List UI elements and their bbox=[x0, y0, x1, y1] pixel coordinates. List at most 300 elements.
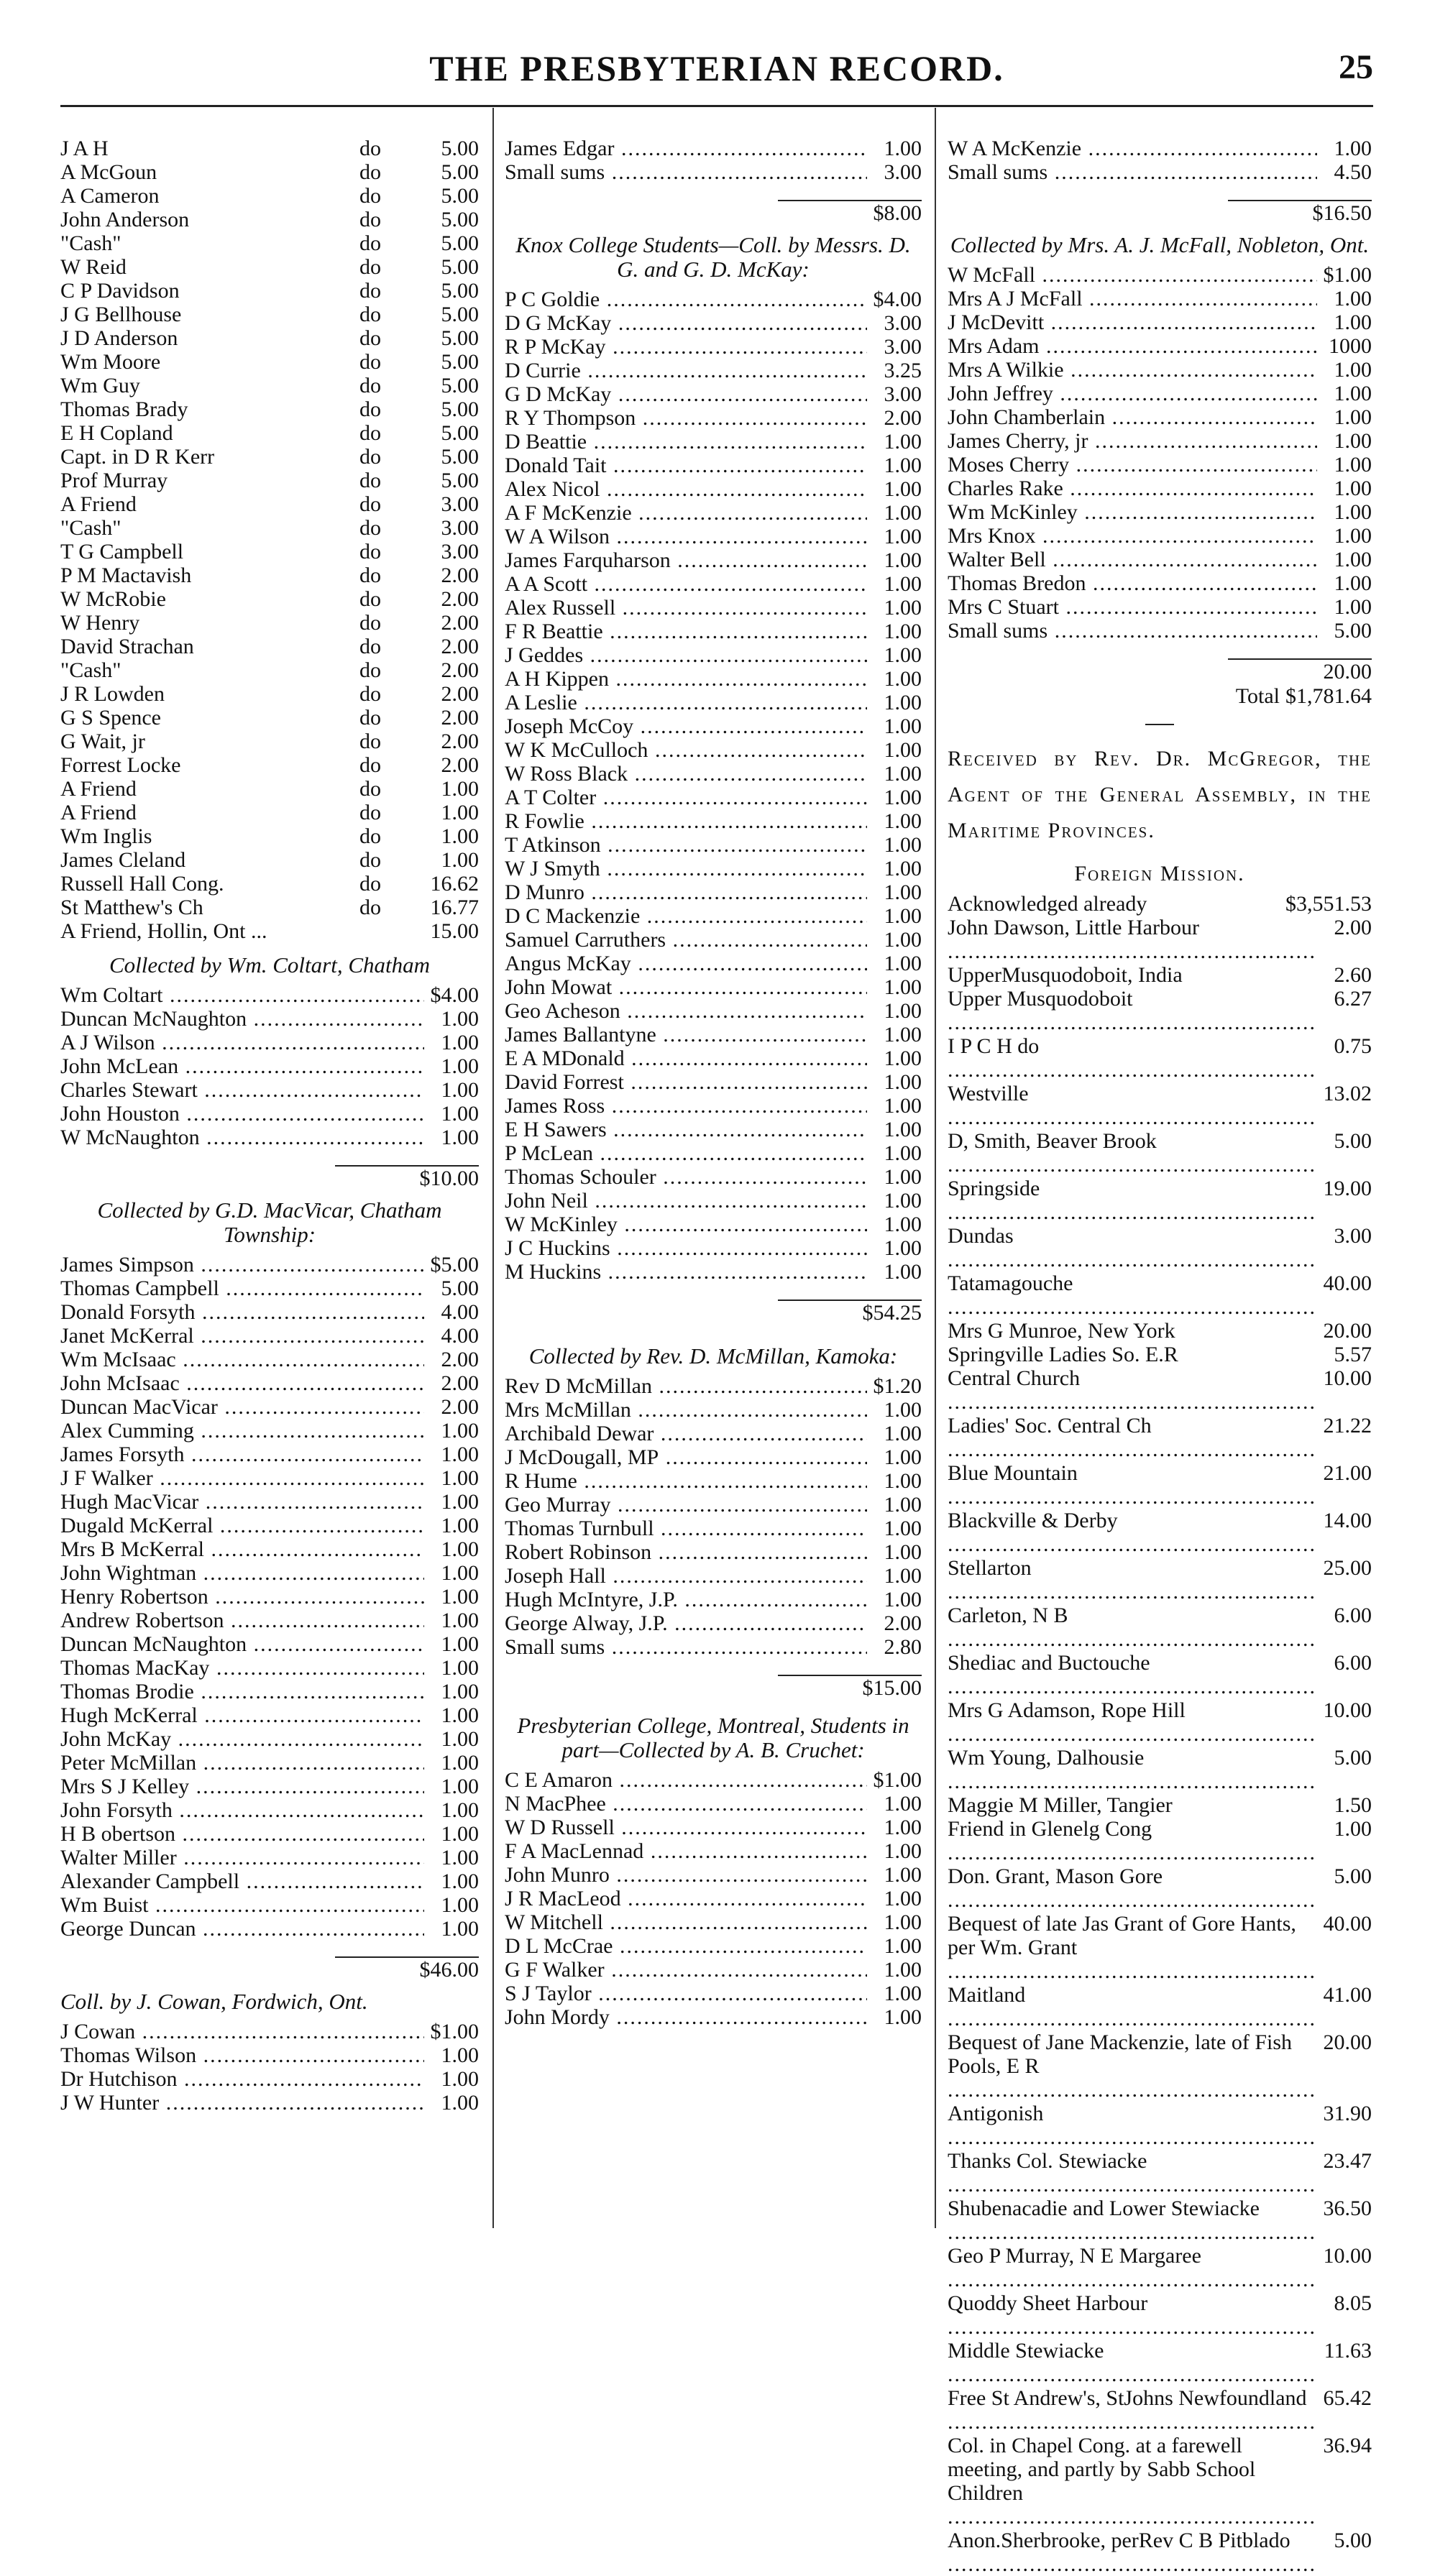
list-item bbox=[505, 667, 922, 691]
foreign-mission-title: Foreign Mission. bbox=[1074, 862, 1245, 886]
donation-amount: 1.00 bbox=[884, 1839, 922, 1863]
donor-name: Springville Ladies So. E.R bbox=[948, 1343, 1178, 1366]
ditto-mark: do bbox=[359, 540, 381, 564]
donation-amount: 2.00 bbox=[441, 1371, 479, 1395]
list-item bbox=[948, 987, 1372, 1034]
list-item bbox=[505, 1816, 922, 1839]
list-item bbox=[948, 263, 1372, 287]
donation-amount: 5.00 bbox=[441, 303, 479, 326]
donor-name: Friend in Glenelg Cong ..... bbox=[948, 1817, 1317, 1864]
donation-amount: 2.80 bbox=[884, 1635, 922, 1659]
donor-name: J R MacLeod ..... bbox=[505, 1887, 867, 1910]
journal-title: THE PRESBYTERIAN RECORD. bbox=[429, 48, 1004, 88]
list-item bbox=[60, 611, 479, 635]
donation-amount: $4.00 bbox=[430, 983, 479, 1007]
donation-amount: 1.00 bbox=[441, 2091, 479, 2115]
donation-amount: 1.00 bbox=[441, 1775, 479, 1798]
donor-name: J Geddes ..... bbox=[505, 643, 867, 667]
donation-amount: 2.00 bbox=[884, 406, 922, 430]
donor-name: Dr Hutchison ..... bbox=[60, 2067, 424, 2091]
donation-amount: 1.00 bbox=[441, 2043, 479, 2067]
donor-name: J Cowan ..... bbox=[60, 2020, 424, 2043]
donation-amount: 5.00 bbox=[441, 326, 479, 350]
list-item bbox=[60, 1276, 479, 1300]
donation-amount: 3.25 bbox=[884, 359, 922, 382]
subscription-list bbox=[948, 137, 1372, 184]
section-heading: Coll. by J. Cowan, Fordwich, Ont. bbox=[60, 1989, 368, 2014]
donation-amount: 1.00 bbox=[884, 1141, 922, 1165]
list-item bbox=[60, 1490, 479, 1514]
list-item bbox=[505, 2005, 922, 2029]
section-total: $16.50 bbox=[1312, 201, 1372, 225]
list-item bbox=[505, 1564, 922, 1588]
donation-amount: 1.00 bbox=[884, 1517, 922, 1540]
donor-name: Blue Mountain ..... bbox=[948, 1461, 1317, 1509]
ditto-mark: do bbox=[359, 374, 381, 397]
donation-amount: 1.00 bbox=[441, 1609, 479, 1632]
donation-amount: 1.00 bbox=[884, 1213, 922, 1236]
donation-amount: 5.00 bbox=[441, 350, 479, 374]
list-item bbox=[505, 335, 922, 359]
list-item bbox=[505, 643, 922, 667]
donor-name: George Duncan ..... bbox=[60, 1917, 424, 1941]
donation-amount: 2.00 bbox=[441, 611, 479, 635]
donation-amount: 1.00 bbox=[441, 1078, 479, 1102]
donor-name: Wm Young, Dalhousie ..... bbox=[948, 1746, 1317, 1793]
donor-name: J G Bellhouse bbox=[60, 303, 182, 326]
list-item bbox=[948, 619, 1372, 643]
list-item bbox=[948, 477, 1372, 500]
list-item bbox=[948, 1817, 1372, 1864]
donation-amount: 1.00 bbox=[884, 1816, 922, 1839]
list-item bbox=[948, 1177, 1372, 1224]
donation-amount: 2.00 bbox=[441, 658, 479, 682]
list-item bbox=[505, 1982, 922, 2005]
donor-name: Mrs A J McFall ..... bbox=[948, 287, 1317, 310]
donor-name: Thomas Wilson ..... bbox=[60, 2043, 424, 2067]
donation-amount: 5.00 bbox=[441, 184, 479, 208]
grand-total-value: $1,781.64 bbox=[1285, 684, 1372, 708]
donation-amount: 5.00 bbox=[441, 374, 479, 397]
list-item bbox=[948, 2149, 1372, 2196]
donation-amount: 1.00 bbox=[884, 762, 922, 786]
donation-amount: 4.50 bbox=[1334, 160, 1372, 184]
grand-total-row bbox=[948, 684, 1372, 708]
donation-amount: 1.00 bbox=[1334, 310, 1372, 334]
donor-name: Andrew Robertson ..... bbox=[60, 1609, 424, 1632]
donation-amount: 6.27 bbox=[1334, 987, 1372, 1011]
donor-name: Wm Coltart ..... bbox=[60, 983, 424, 1007]
list-item bbox=[60, 919, 479, 943]
list-item bbox=[505, 1023, 922, 1046]
list-item bbox=[948, 160, 1372, 184]
donor-name: John Neil ..... bbox=[505, 1189, 867, 1213]
list-item bbox=[60, 516, 479, 540]
donation-amount: 1.00 bbox=[441, 1585, 479, 1609]
donor-name: James Forsyth ..... bbox=[60, 1443, 424, 1466]
list-item bbox=[505, 1540, 922, 1564]
list-item bbox=[60, 824, 479, 848]
donor-name: W J Smyth ..... bbox=[505, 857, 867, 880]
list-item bbox=[948, 453, 1372, 477]
ditto-mark: do bbox=[359, 801, 381, 824]
donation-amount: 1.00 bbox=[441, 1514, 479, 1537]
list-item bbox=[60, 1348, 479, 1371]
donation-amount: 1.00 bbox=[884, 430, 922, 454]
list-item bbox=[505, 1094, 922, 1118]
donor-name: James Simpson ..... bbox=[60, 1253, 424, 1276]
donor-name: St Matthew's Ch bbox=[60, 896, 203, 919]
donation-amount: 1.00 bbox=[441, 1490, 479, 1514]
list-item bbox=[505, 477, 922, 501]
donor-name: John Munro ..... bbox=[505, 1863, 867, 1887]
list-item bbox=[60, 1466, 479, 1490]
donation-amount: 4.00 bbox=[441, 1300, 479, 1324]
donation-amount: 3.00 bbox=[884, 160, 922, 184]
section-heading: Collected by Rev. D. McMillan, Kamoka: bbox=[528, 1343, 898, 1368]
list-item bbox=[505, 137, 922, 160]
list-item bbox=[60, 1775, 479, 1798]
donation-amount: 5.00 bbox=[441, 231, 479, 255]
list-item bbox=[948, 916, 1372, 963]
donation-amount: 1.00 bbox=[884, 1398, 922, 1422]
donor-name: Geo P Murray, N E Margaree ..... bbox=[948, 2244, 1317, 2291]
donation-amount: 5.00 bbox=[441, 137, 479, 160]
list-item bbox=[60, 682, 479, 706]
donor-name: Samuel Carruthers ..... bbox=[505, 928, 867, 952]
list-item bbox=[60, 1585, 479, 1609]
list-item bbox=[948, 334, 1372, 358]
donation-amount: 1.00 bbox=[1334, 429, 1372, 453]
donor-name: James Cleland bbox=[60, 848, 186, 872]
donor-name: D L McCrae ..... bbox=[505, 1934, 867, 1958]
donation-amount: $1.00 bbox=[873, 1768, 922, 1792]
donor-name: Walter Bell ..... bbox=[948, 548, 1317, 571]
donation-amount: 10.00 bbox=[1323, 2244, 1372, 2268]
page-number: 25 bbox=[1339, 48, 1373, 86]
list-item bbox=[60, 1917, 479, 1941]
ditto-mark: do bbox=[359, 350, 381, 374]
donation-amount: 1.00 bbox=[441, 1751, 479, 1775]
ditto-mark: do bbox=[359, 706, 381, 730]
donation-amount: 2.00 bbox=[1334, 916, 1372, 939]
subscription-list bbox=[505, 137, 922, 184]
list-item bbox=[948, 2339, 1372, 2386]
list-item bbox=[60, 350, 479, 374]
donation-amount: 1.00 bbox=[884, 809, 922, 833]
ditto-mark: do bbox=[359, 184, 381, 208]
donor-name: Alex Russell ..... bbox=[505, 596, 867, 620]
ditto-mark: do bbox=[359, 682, 381, 706]
donor-name: Middle Stewiacke ..... bbox=[948, 2339, 1317, 2386]
list-item bbox=[948, 1864, 1372, 1912]
list-item bbox=[505, 1189, 922, 1213]
list-item bbox=[60, 1751, 479, 1775]
donor-name: John Mordy ..... bbox=[505, 2005, 867, 2029]
list-item bbox=[505, 975, 922, 999]
donor-name: Geo Murray ..... bbox=[505, 1493, 867, 1517]
donation-amount: 1.00 bbox=[884, 137, 922, 160]
donation-amount: 1.00 bbox=[1334, 548, 1372, 571]
donation-amount: 65.42 bbox=[1323, 2386, 1372, 2410]
donation-amount: 1.00 bbox=[884, 454, 922, 477]
donation-amount: 1.00 bbox=[884, 1588, 922, 1611]
ditto-mark: do bbox=[359, 658, 381, 682]
list-item bbox=[60, 706, 479, 730]
donor-name: A Friend bbox=[60, 777, 137, 801]
list-item bbox=[60, 1869, 479, 1893]
ditto-mark: do bbox=[359, 635, 381, 658]
donation-amount: 5.57 bbox=[1334, 1343, 1372, 1366]
donation-amount: 1.00 bbox=[884, 1934, 922, 1958]
list-item bbox=[948, 382, 1372, 405]
donation-amount: 3.00 bbox=[884, 335, 922, 359]
list-item bbox=[505, 1469, 922, 1493]
donation-amount: 1.00 bbox=[884, 1887, 922, 1910]
list-item bbox=[505, 311, 922, 335]
donor-name: Maggie M Miller, Tangier bbox=[948, 1793, 1173, 1817]
donation-amount: 5.00 bbox=[441, 208, 479, 231]
ditto-mark: do bbox=[359, 587, 381, 611]
list-item bbox=[505, 620, 922, 643]
ditto-mark: do bbox=[359, 824, 381, 848]
donation-amount: 5.00 bbox=[441, 255, 479, 279]
donor-name: Prof Murray bbox=[60, 469, 168, 492]
donation-amount: 1.00 bbox=[441, 1727, 479, 1751]
list-item bbox=[60, 1609, 479, 1632]
donor-name: W A McKenzie ..... bbox=[948, 137, 1317, 160]
donation-amount: $1.00 bbox=[430, 2020, 479, 2043]
donation-amount: 1.00 bbox=[441, 2067, 479, 2091]
donation-amount: 5.00 bbox=[441, 160, 479, 184]
donation-amount: 1.00 bbox=[441, 1798, 479, 1822]
donor-name: Wm McIsaac ..... bbox=[60, 1348, 424, 1371]
donation-amount: 1.00 bbox=[884, 1236, 922, 1260]
donation-amount: 40.00 bbox=[1323, 1912, 1372, 1936]
list-item bbox=[948, 963, 1372, 987]
list-item bbox=[505, 1398, 922, 1422]
list-item bbox=[505, 454, 922, 477]
donor-name: Mrs C Stuart ..... bbox=[948, 595, 1317, 619]
list-item bbox=[505, 1070, 922, 1094]
donor-name: Mrs G Munroe, New York bbox=[948, 1319, 1175, 1343]
donor-name: C P Davidson bbox=[60, 279, 180, 303]
list-item bbox=[505, 1422, 922, 1445]
list-item bbox=[505, 738, 922, 762]
donor-name: H B obertson ..... bbox=[60, 1822, 424, 1846]
donation-amount: $3,551.53 bbox=[1285, 892, 1372, 916]
list-item bbox=[60, 1078, 479, 1102]
list-item bbox=[505, 1588, 922, 1611]
list-item bbox=[948, 429, 1372, 453]
list-item bbox=[60, 1126, 479, 1149]
donor-name: Central Church ..... bbox=[948, 1366, 1317, 1414]
donor-name: Antigonish ..... bbox=[948, 2102, 1317, 2149]
ditto-mark: do bbox=[359, 231, 381, 255]
donation-amount: 1.00 bbox=[884, 880, 922, 904]
list-item bbox=[60, 1727, 479, 1751]
list-item bbox=[505, 928, 922, 952]
donor-name: James Farquharson ..... bbox=[505, 548, 867, 572]
list-item bbox=[60, 1443, 479, 1466]
donation-amount: 6.00 bbox=[1334, 1604, 1372, 1627]
ditto-mark: do bbox=[359, 303, 381, 326]
column-2 bbox=[505, 137, 922, 2029]
donor-name: P C Goldie ..... bbox=[505, 288, 867, 311]
donor-name: C E Amaron ..... bbox=[505, 1768, 867, 1792]
donor-name: Acknowledged already bbox=[948, 892, 1147, 916]
donor-name: W McNaughton ..... bbox=[60, 1126, 424, 1149]
donation-amount: 1.00 bbox=[884, 667, 922, 691]
ditto-mark: do bbox=[359, 872, 381, 896]
donation-amount: 1.00 bbox=[884, 999, 922, 1023]
donor-name: Anon.Sherbrooke, perRev C B Pitblado ..... bbox=[948, 2529, 1317, 2576]
donor-name: Janet McKerral ..... bbox=[60, 1324, 424, 1348]
donation-amount: 1.00 bbox=[1334, 453, 1372, 477]
donor-name: A A Scott ..... bbox=[505, 572, 867, 596]
list-item bbox=[505, 1611, 922, 1635]
donor-name: D Currie ..... bbox=[505, 359, 867, 382]
donor-name: Robert Robinson ..... bbox=[505, 1540, 867, 1564]
donor-name: Thomas MacKay ..... bbox=[60, 1656, 424, 1680]
donor-name: P M Mactavish bbox=[60, 564, 192, 587]
donor-name: John Wightman ..... bbox=[60, 1561, 424, 1585]
donation-amount: 1.00 bbox=[441, 801, 479, 824]
list-item bbox=[505, 691, 922, 714]
list-item bbox=[60, 1300, 479, 1324]
list-item bbox=[505, 288, 922, 311]
ditto-mark: do bbox=[359, 137, 381, 160]
section-heading: Collected by Mrs. A. J. McFall, Nobleton, Ont. bbox=[950, 232, 1370, 257]
donor-name: Donald Tait ..... bbox=[505, 454, 867, 477]
donor-name: R Y Thompson ..... bbox=[505, 406, 867, 430]
donor-name: James Ballantyne ..... bbox=[505, 1023, 867, 1046]
donor-name: Mrs S J Kelley ..... bbox=[60, 1775, 424, 1798]
list-item bbox=[60, 2020, 479, 2043]
donation-amount: 1.00 bbox=[441, 1466, 479, 1490]
donor-name: Joseph Hall ..... bbox=[505, 1564, 867, 1588]
list-item bbox=[60, 137, 479, 160]
list-item bbox=[60, 658, 479, 682]
list-item bbox=[505, 857, 922, 880]
donation-amount: 2.00 bbox=[884, 1611, 922, 1635]
ditto-mark: do bbox=[359, 896, 381, 919]
donor-name: James Cherry, jr ..... bbox=[948, 429, 1317, 453]
donor-name: James Edgar ..... bbox=[505, 137, 867, 160]
list-item bbox=[505, 1768, 922, 1792]
list-item bbox=[948, 2386, 1372, 2434]
donor-name: E H Sawers ..... bbox=[505, 1118, 867, 1141]
list-item bbox=[505, 572, 922, 596]
donation-amount: 5.00 bbox=[1334, 1864, 1372, 1888]
list-item bbox=[505, 786, 922, 809]
list-item bbox=[60, 564, 479, 587]
donor-name: Mrs B McKerral ..... bbox=[60, 1537, 424, 1561]
donation-amount: 1.00 bbox=[884, 904, 922, 928]
list-item bbox=[948, 1034, 1372, 1082]
donor-name: Capt. in D R Kerr bbox=[60, 445, 215, 469]
donor-name: Dundas ..... bbox=[948, 1224, 1317, 1271]
list-item bbox=[60, 1054, 479, 1078]
list-item bbox=[948, 2030, 1372, 2102]
donation-amount: 1.00 bbox=[884, 738, 922, 762]
subscription-list bbox=[948, 263, 1372, 643]
list-item bbox=[505, 1046, 922, 1070]
list-item bbox=[60, 397, 479, 421]
donor-name: John McIsaac ..... bbox=[60, 1371, 424, 1395]
list-item bbox=[60, 1419, 479, 1443]
donor-name: Stellarton ..... bbox=[948, 1556, 1317, 1604]
donor-name: Small sums ..... bbox=[505, 160, 867, 184]
donor-name: Mrs A Wilkie ..... bbox=[948, 358, 1317, 382]
donation-amount: 31.90 bbox=[1323, 2102, 1372, 2125]
ditto-mark: do bbox=[359, 279, 381, 303]
donor-name: R Fowlie ..... bbox=[505, 809, 867, 833]
donation-amount: 1.00 bbox=[884, 1445, 922, 1469]
donor-name: J W Hunter ..... bbox=[60, 2091, 424, 2115]
donation-amount: 1.00 bbox=[884, 975, 922, 999]
ditto-mark: do bbox=[359, 564, 381, 587]
donor-name: Thomas Brady bbox=[60, 397, 188, 421]
list-item bbox=[60, 1371, 479, 1395]
donor-name: E H Copland bbox=[60, 421, 173, 445]
donor-name: Moses Cherry ..... bbox=[948, 453, 1317, 477]
donor-name: Shubenacadie and Lower Stewiacke ..... bbox=[948, 2196, 1317, 2244]
donation-amount: 10.00 bbox=[1323, 1698, 1372, 1722]
donation-amount: 11.63 bbox=[1324, 2339, 1372, 2363]
donor-name: Alexander Campbell ..... bbox=[60, 1869, 424, 1893]
donation-amount: 1.00 bbox=[441, 1917, 479, 1941]
list-item bbox=[505, 1374, 922, 1398]
donor-name: A J Wilson ..... bbox=[60, 1031, 424, 1054]
donation-amount: 25.00 bbox=[1323, 1556, 1372, 1580]
list-item bbox=[60, 777, 479, 801]
list-item bbox=[505, 501, 922, 525]
donation-amount: 1.00 bbox=[1334, 358, 1372, 382]
donor-name: Small sums ..... bbox=[505, 1635, 867, 1659]
donation-amount: 1.50 bbox=[1334, 1793, 1372, 1817]
list-item bbox=[505, 1635, 922, 1659]
list-item bbox=[948, 1414, 1372, 1461]
list-item bbox=[60, 1703, 479, 1727]
section-total: $8.00 bbox=[873, 201, 922, 225]
list-item bbox=[60, 421, 479, 445]
list-item bbox=[505, 904, 922, 928]
donor-name: "Cash" bbox=[60, 658, 122, 682]
donor-name: David Forrest ..... bbox=[505, 1070, 867, 1094]
donor-name: Quoddy Sheet Harbour ..... bbox=[948, 2291, 1317, 2339]
donor-name: Thomas Turnbull ..... bbox=[505, 1517, 867, 1540]
donor-name: Shediac and Buctouche ..... bbox=[948, 1651, 1317, 1698]
donor-name: Alex Nicol ..... bbox=[505, 477, 867, 501]
subscription-list bbox=[948, 892, 1372, 2576]
donor-name: W K McCulloch ..... bbox=[505, 738, 867, 762]
donor-name: Free St Andrew's, StJohns Newfoundland ..... bbox=[948, 2386, 1317, 2434]
donation-amount: 5.00 bbox=[441, 469, 479, 492]
donation-amount: 1.00 bbox=[1334, 500, 1372, 524]
list-item bbox=[948, 1793, 1372, 1817]
donor-name: Mrs McMillan ..... bbox=[505, 1398, 867, 1422]
list-item bbox=[505, 1493, 922, 1517]
list-item bbox=[948, 137, 1372, 160]
list-item bbox=[948, 1343, 1372, 1366]
donor-name: W Ross Black ..... bbox=[505, 762, 867, 786]
list-item bbox=[948, 595, 1372, 619]
donor-name: A Leslie ..... bbox=[505, 691, 867, 714]
donation-amount: 1.00 bbox=[884, 572, 922, 596]
received-notice: Received by Rev. Dr. McGregor, the Agent of the General Assembly, in the Maritime Provinces. bbox=[948, 747, 1372, 842]
donation-amount: 40.00 bbox=[1323, 1271, 1372, 1295]
